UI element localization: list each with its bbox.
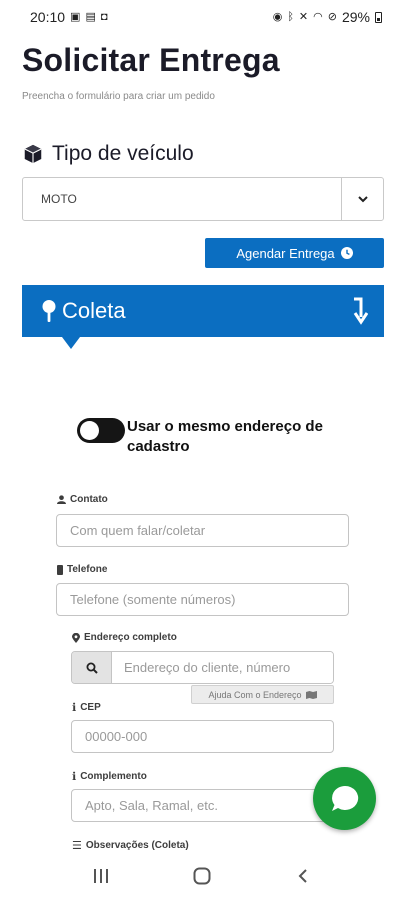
chevron-down-icon[interactable] (341, 178, 383, 220)
back-icon (298, 868, 308, 884)
schedule-delivery-label: Agendar Entrega (236, 245, 335, 261)
coleta-title: Coleta (62, 298, 126, 323)
download-notification-icon: ◘ (100, 10, 108, 23)
vehicle-type-value: MOTO (41, 192, 77, 206)
battery-icon (375, 12, 382, 23)
observacoes-label-text: Observações (Coleta) (85, 840, 189, 851)
endereco-input-group (71, 651, 334, 684)
telefone-label-text: Telefone (67, 564, 108, 575)
mail-notification-icon: ▤ (85, 10, 96, 23)
recent-apps-button[interactable] (81, 856, 121, 896)
endereco-label-text: Endereço completo (84, 632, 177, 643)
telefone-label (57, 564, 107, 575)
status-right (273, 9, 382, 25)
vehicle-type-heading (22, 142, 194, 166)
complemento-label (72, 770, 147, 783)
no-signal-icon: ⊘ (327, 10, 337, 23)
home-icon (193, 867, 211, 885)
endereco-input[interactable] (112, 652, 333, 683)
info-icon: ℹ (72, 771, 77, 783)
arrow-down-icon[interactable] (352, 297, 368, 325)
cep-input[interactable] (71, 720, 334, 753)
address-help-button[interactable] (191, 685, 334, 704)
clock-icon (341, 247, 353, 259)
map-icon (306, 691, 317, 699)
vehicle-type-select[interactable] (22, 177, 384, 221)
address-help-label: Ajuda Com o Endereço (208, 689, 302, 700)
status-left (30, 9, 108, 25)
phone-icon (57, 565, 63, 575)
same-address-toggle-label: Usar o mesmo endereço de cadastro (127, 418, 323, 455)
telefone-input[interactable] (56, 583, 349, 616)
cep-label-text: CEP (80, 702, 101, 713)
page-title: Solicitar Entrega (22, 42, 280, 78)
chat-bubble-icon (329, 783, 361, 815)
same-address-toggle[interactable] (77, 418, 125, 443)
contato-input[interactable] (56, 514, 349, 547)
complemento-input[interactable] (71, 789, 334, 822)
status-time: 20:10 (30, 9, 66, 25)
home-button[interactable] (182, 856, 222, 896)
recent-apps-icon (93, 869, 109, 883)
observacoes-label (72, 839, 189, 852)
chat-button[interactable] (313, 767, 376, 830)
coleta-section-banner (22, 285, 384, 337)
system-nav-bar (0, 852, 404, 900)
mute-icon: ✕ (298, 10, 309, 23)
page-subtitle: Preencha o formulário para criar um pedido (22, 91, 215, 102)
cep-label (72, 701, 101, 714)
coleta-banner-pointer (62, 337, 80, 349)
endereco-label (72, 632, 177, 643)
vehicle-type-label: Tipo de veículo (52, 142, 194, 165)
info-icon: ℹ (72, 702, 77, 714)
status-bar (0, 0, 404, 34)
battery-percent: 29% (341, 9, 370, 25)
address-search-button[interactable] (72, 652, 112, 683)
same-address-toggle-row (77, 417, 327, 457)
toggle-knob (80, 421, 99, 440)
wifi-icon: ◠ (313, 10, 323, 23)
list-icon: ☰ (72, 840, 82, 852)
schedule-delivery-button[interactable] (205, 238, 384, 268)
location-marker-icon (72, 633, 80, 643)
search-icon (86, 662, 98, 674)
user-icon (57, 495, 66, 504)
alarm-icon: ◉ (272, 10, 283, 23)
contato-label (57, 494, 108, 505)
complemento-label-text: Complemento (80, 771, 147, 782)
bluetooth-icon: ᛒ (287, 10, 294, 23)
gallery-notification-icon: ▣ (70, 10, 81, 23)
contato-label-text: Contato (70, 494, 108, 505)
back-button[interactable] (283, 856, 323, 896)
box-icon (22, 143, 44, 165)
map-pin-icon (42, 300, 56, 322)
